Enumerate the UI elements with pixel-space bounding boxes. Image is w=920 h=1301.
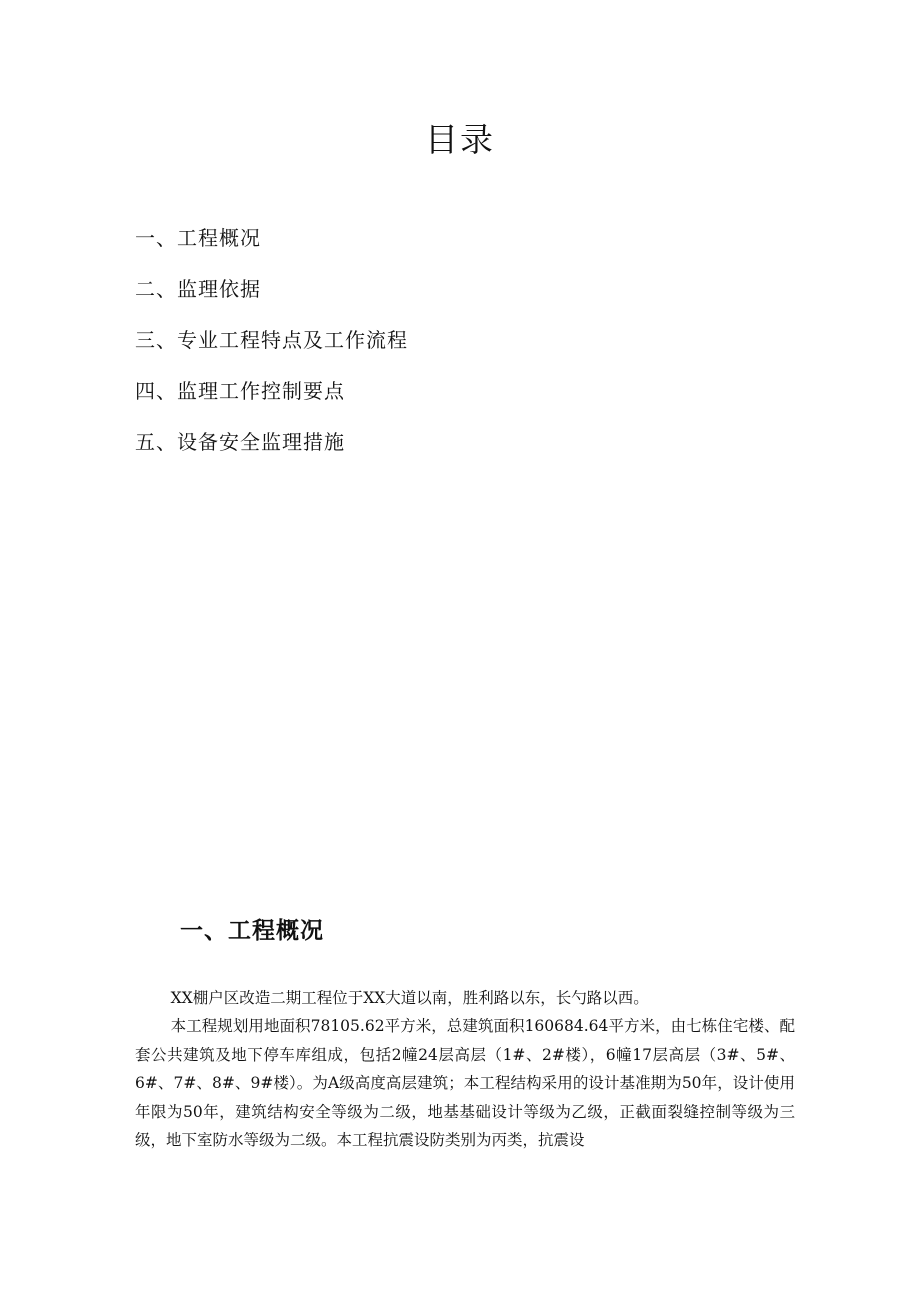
section-heading: 一、工程概况	[180, 918, 324, 944]
toc-item-4: 四、监理工作控制要点	[135, 379, 345, 403]
paragraph-location: XX棚户区改造二期工程位于XX大道以南，胜利路以东，长勺路以西。	[170, 989, 649, 1007]
paragraph-details: 本工程规划用地面积78105.62平方米，总建筑面积160684.64平方米，由七栋住宅楼、配套公共建筑及地下停车库组成，包括2幢24层高层（1#、2#楼），6幢17层高层（3#、5#、6#、7#、8#、9#楼）。为A级高度高层建筑；本工程结构采用的设计基准期为50年，设计使用年限为50年，建筑结构安全等级为二级，地基基础设计等级为乙级，正截面裂缝控制等级为三级，地下室防水等级为二级。本工程抗震设防类别为丙类，抗震设	[135, 1017, 795, 1150]
toc-list	[135, 220, 408, 475]
toc-item-3: 三、专业工程特点及工作流程	[135, 328, 408, 352]
toc-item-2: 二、监理依据	[135, 277, 261, 301]
toc-title: 目录	[425, 120, 495, 159]
toc-item-5: 五、设备安全监理措施	[135, 430, 345, 454]
section-body	[135, 984, 795, 1154]
toc-item-1: 一、工程概况	[135, 226, 261, 250]
